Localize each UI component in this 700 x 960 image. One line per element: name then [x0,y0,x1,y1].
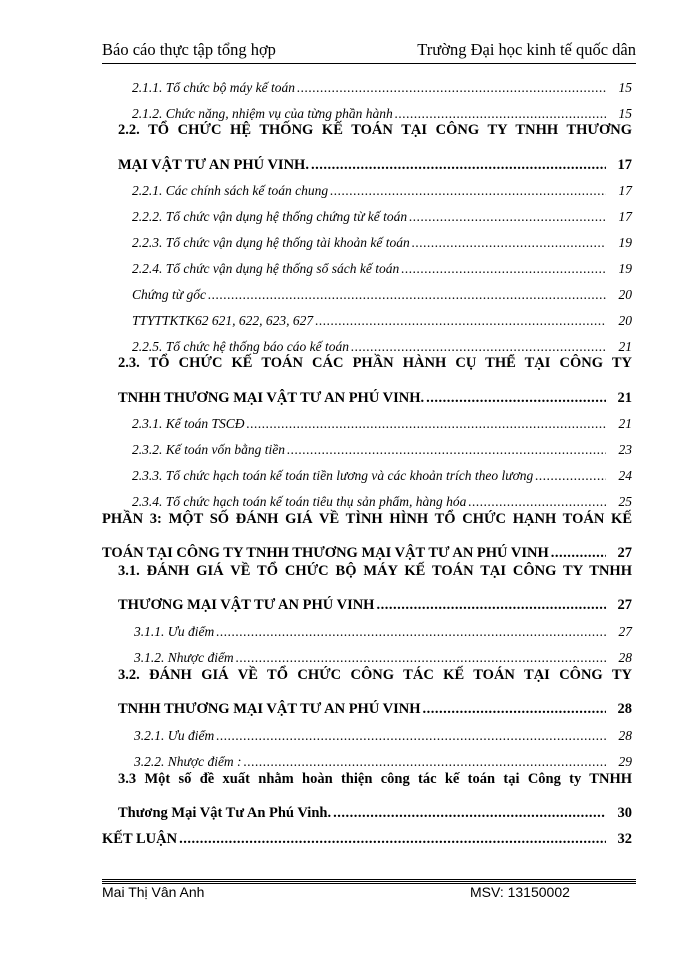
toc-part-3-line1[interactable]: PHẦN 3: MỘT SỐ ĐÁNH GIÁ VỀ TÌNH HÌNH TỔ CHỨC HẠNH TOÁN KẾ [102,511,632,527]
toc-page-number: 28 [618,728,632,743]
toc-entry-2-2-1[interactable]: 2.2.1. Các chính sách kế toán chung ..... 17 [132,175,632,199]
toc-page-number: 20 [618,313,632,328]
toc-section-3-3-line1[interactable]: 3.3 Một số đề xuất nhằm hoàn thiện công tác kế toán tại Công ty TNHH [118,771,632,787]
toc-section-3-1-line1[interactable]: 3.1. ĐÁNH GIÁ VỀ TỔ CHỨC BỘ MÁY KẾ TOÁN TẠI CÔNG TY TNHH [118,563,632,579]
toc-page-number: 28 [618,650,632,665]
toc-entry-2-3-1[interactable]: 2.3.1. Kế toán TSCĐ ..... 21 [132,408,632,432]
toc-page-number: 19 [618,261,632,276]
toc-entry-2-2-4[interactable]: 2.2.4. Tổ chức vận dụng hệ thống sổ sách kế toán ..... 19 [132,253,632,277]
toc-entry-2-1-2[interactable]: 2.1.2. Chức năng, nhiệm vụ của từng phần hành ..... 15 [132,98,632,122]
toc-entry-2-3-3[interactable]: 2.3.3. Tổ chức hạch toán kế toán tiền lương và các khoản trích theo lương ..... 24 [132,460,632,484]
toc-section-3-3[interactable]: Thương Mại Vật Tư An Phú Vinh. ..... 30 [118,798,632,822]
toc-page-number: 29 [618,754,632,769]
page-header [102,40,636,62]
toc-entry-3-2-1[interactable]: 3.2.1. Ưu điểm ..... 28 [134,720,632,744]
toc-entry-2-2-5[interactable]: 2.2.5. Tổ chức hệ thống báo cáo kế toán ..... 21 [132,331,632,355]
toc-page-number: 21 [618,416,632,431]
toc-section-2-3-line1[interactable]: 2.3. TỔ CHỨC KẾ TOÁN CÁC PHẦN HÀNH CỤ THỂ TẠI CÔNG TY [118,355,632,371]
toc-page-number: 25 [618,494,632,509]
toc-section-2-2-line1[interactable]: 2.2. TỔ CHỨC HỆ THỐNG KẾ TOÁN TẠI CÔNG TY TNHH THƯƠNG [118,122,632,138]
toc-page-number: 19 [618,235,632,250]
header-left-title: Báo cáo thực tập tổng hợp [102,40,276,59]
toc-entry-3-1-2[interactable]: 3.1.2. Nhược điểm ..... 28 [134,642,632,666]
toc-entry-chung-tu-goc[interactable]: Chứng từ gốc ..... 20 [132,279,632,303]
toc-page-number: 15 [618,80,632,95]
toc-page-number: 32 [617,831,632,847]
toc-entry-2-2-3[interactable]: 2.2.3. Tổ chức vận dụng hệ thống tài khoản kế toán ..... 19 [132,227,632,251]
toc-entry-2-1-1[interactable]: 2.1.1. Tổ chức bộ máy kế toán ..... 15 [132,72,632,96]
toc-entry-3-1-1[interactable]: 3.1.1. Ưu điểm ..... 27 [134,616,632,640]
footer-author: Mai Thị Vân Anh [102,884,205,900]
toc-page-number: 15 [618,106,632,121]
footer-rule [102,881,636,882]
toc-page-number: 30 [617,805,632,821]
toc-conclusion[interactable]: KẾT LUẬN ..... 32 [102,824,632,848]
toc-page-number: 23 [618,442,632,457]
toc-entry-2-2-2[interactable]: 2.2.2. Tổ chức vận dụng hệ thống chứng từ kế toán ..... 17 [132,201,632,225]
toc-section-3-1[interactable]: THƯƠNG MẠI VẬT TƯ AN PHÚ VINH ..... 27 [118,590,632,614]
toc-page-number: 27 [618,624,632,639]
toc-section-2-3[interactable]: TNHH THƯƠNG MẠI VẬT TƯ AN PHÚ VINH. ..... 21 [118,383,632,407]
toc-entry-tk-62[interactable]: TTYTTKTK62 621, 622, 623, 627 ..... 20 [132,305,632,329]
toc-entry-2-3-2[interactable]: 2.3.2. Kế toán vốn bằng tiền ..... 23 [132,434,632,458]
toc-section-3-2-line1[interactable]: 3.2. ĐÁNH GIÁ VỀ TỔ CHỨC CÔNG TÁC KẾ TOÁN TẠI CÔNG TY [118,667,632,683]
toc-part-3[interactable]: TOÁN TẠI CÔNG TY TNHH THƯƠNG MẠI VẬT TƯ AN PHÚ VINH ..... 27 [102,538,632,562]
header-right-title: Trường Đại học kinh tế quốc dân [417,40,636,59]
toc-page-number: 28 [617,701,632,717]
toc-section-2-2[interactable]: MẠI VẬT TƯ AN PHÚ VINH. ..... 17 [118,150,632,174]
toc-page-number: 20 [618,287,632,302]
toc-page-number: 27 [617,545,632,561]
footer-rule [102,879,636,880]
toc-page-number: 21 [617,390,632,406]
header-rule [102,63,636,64]
toc-entry-2-3-4[interactable]: 2.3.4. Tổ chức hạch toán kế toán tiêu thụ sản phẩm, hàng hóa ..... 25 [132,486,632,510]
toc-page-number: 24 [618,468,632,483]
toc-page-number: 17 [618,209,632,224]
toc-page-number: 27 [617,597,632,613]
footer-student-id: MSV: 13150002 [470,884,570,900]
toc-entry-3-2-2[interactable]: 3.2.2. Nhược điểm : ..... 29 [134,746,632,770]
toc-page-number: 21 [618,339,632,354]
toc-page-number: 17 [617,157,632,173]
toc-section-3-2[interactable]: TNHH THƯƠNG MẠI VẬT TƯ AN PHÚ VINH ..... 28 [118,694,632,718]
toc-page-number: 17 [618,183,632,198]
